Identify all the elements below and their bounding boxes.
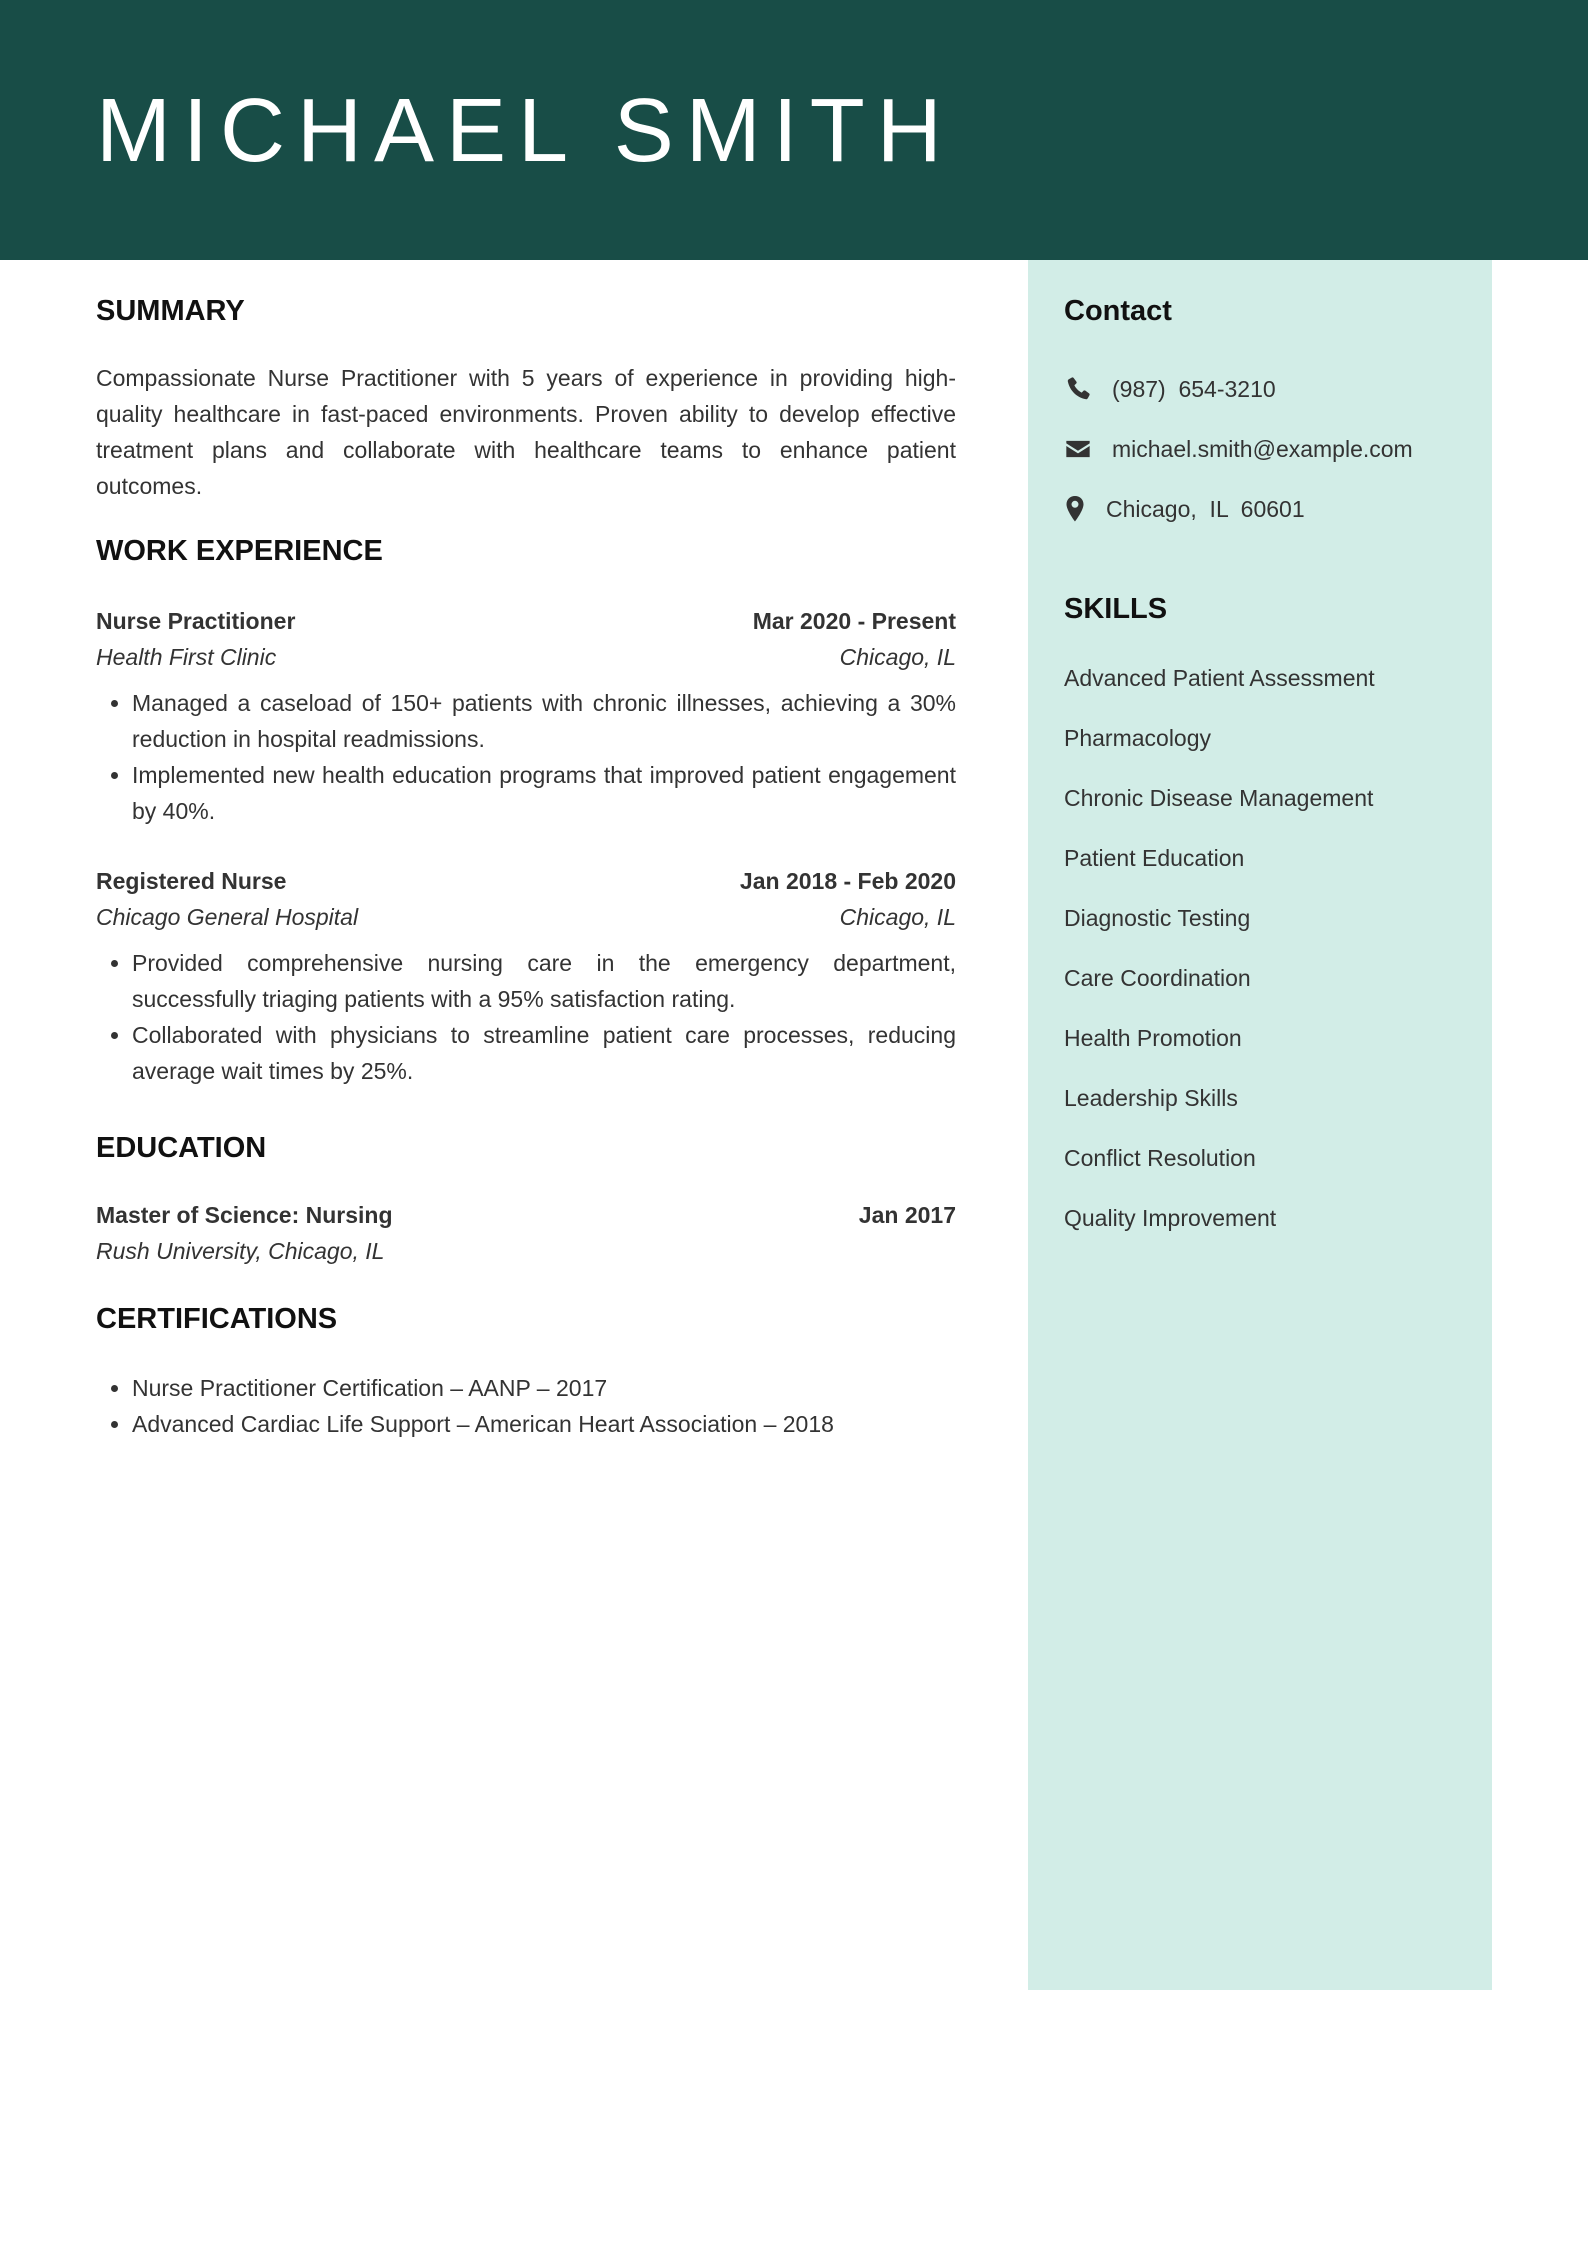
graduation-date: Jan 2017: [858, 1202, 956, 1228]
certification-item: • Nurse Practitioner Certification – AANP – 2017: [132, 1370, 956, 1406]
map-pin-icon: [1064, 495, 1086, 523]
skills-title: SKILLS: [1064, 593, 1168, 625]
job-bullet: • Implemented new health education programs that improved patient engagement by 40%.: [132, 757, 956, 829]
skill-item: Pharmacology: [1064, 725, 1212, 751]
certifications-title: CERTIFICATIONS: [96, 1303, 338, 1335]
summary-text: Compassionate Nurse Practitioner with 5 years of experience in providing high-quality healthcare in fast-paced environments. Proven ability to develop effective treatment plans and collaborate with healthcare teams to enhance patient outcomes.: [96, 365, 956, 499]
job-bullets: [96, 685, 956, 829]
job-role: Registered Nurse: [96, 868, 287, 894]
skill-item: Care Coordination: [1064, 965, 1251, 991]
summary-title: SUMMARY: [96, 295, 245, 327]
job-entry: [96, 603, 956, 829]
job-location: Chicago, IL: [839, 644, 956, 670]
job-location: Chicago, IL: [839, 904, 956, 930]
job-bullet: • Managed a caseload of 150+ patients with chronic illnesses, achieving a 30% reduction in hospital readmissions.: [132, 685, 956, 757]
education-entry: [96, 1197, 956, 1269]
work-experience-title: WORK EXPERIENCE: [96, 535, 383, 567]
job-dates: Mar 2020 - Present: [752, 608, 956, 634]
education-header: [96, 1197, 956, 1233]
contact-address: [1064, 491, 1305, 527]
job-header: [96, 603, 956, 639]
job-header: [96, 863, 956, 899]
resume-header: [0, 0, 1588, 260]
contact-title: Contact: [1064, 295, 1172, 327]
skill-item: Leadership Skills: [1064, 1085, 1238, 1111]
candidate-name: MICHAEL SMITH: [96, 81, 954, 181]
skill-item: Diagnostic Testing: [1064, 905, 1251, 931]
address: Chicago, IL 60601: [1106, 496, 1305, 522]
job-bullet: • Collaborated with physicians to streamline patient care processes, reducing average wait times by 25%.: [132, 1017, 956, 1089]
contact-email: [1064, 431, 1413, 467]
degree: Master of Science: Nursing: [96, 1202, 393, 1228]
certifications-list: [96, 1370, 956, 1442]
education-title: EDUCATION: [96, 1132, 267, 1164]
skill-item: Quality Improvement: [1064, 1205, 1277, 1231]
job-subheader: [96, 899, 956, 935]
email-address: michael.smith@example.com: [1112, 436, 1413, 462]
skill-item: Advanced Patient Assessment: [1064, 665, 1375, 691]
job-subheader: [96, 639, 956, 675]
phone-icon: [1064, 375, 1092, 403]
contact-phone: [1064, 371, 1276, 407]
skill-item: Patient Education: [1064, 845, 1245, 871]
sidebar: [1028, 260, 1492, 1990]
job-entry: [96, 863, 956, 1089]
school: Rush University, Chicago, IL: [96, 1238, 385, 1264]
phone-number: (987) 654-3210: [1112, 376, 1276, 402]
certification-bullets: [96, 1370, 956, 1442]
skill-item: Conflict Resolution: [1064, 1145, 1256, 1171]
envelope-icon: [1064, 435, 1092, 463]
job-dates: Jan 2018 - Feb 2020: [739, 868, 956, 894]
skill-item: Chronic Disease Management: [1064, 785, 1374, 811]
skill-item: Health Promotion: [1064, 1025, 1242, 1051]
job-bullet: • Provided comprehensive nursing care in the emergency department, successfully triaging patients with a 95% satisfaction rating.: [132, 945, 956, 1017]
job-role: Nurse Practitioner: [96, 608, 296, 634]
certification-item: • Advanced Cardiac Life Support – American Heart Association – 2018: [132, 1406, 956, 1442]
job-bullets: [96, 945, 956, 1089]
job-employer: Chicago General Hospital: [96, 904, 359, 930]
education-subheader: [96, 1233, 956, 1269]
job-employer: Health First Clinic: [96, 644, 277, 670]
